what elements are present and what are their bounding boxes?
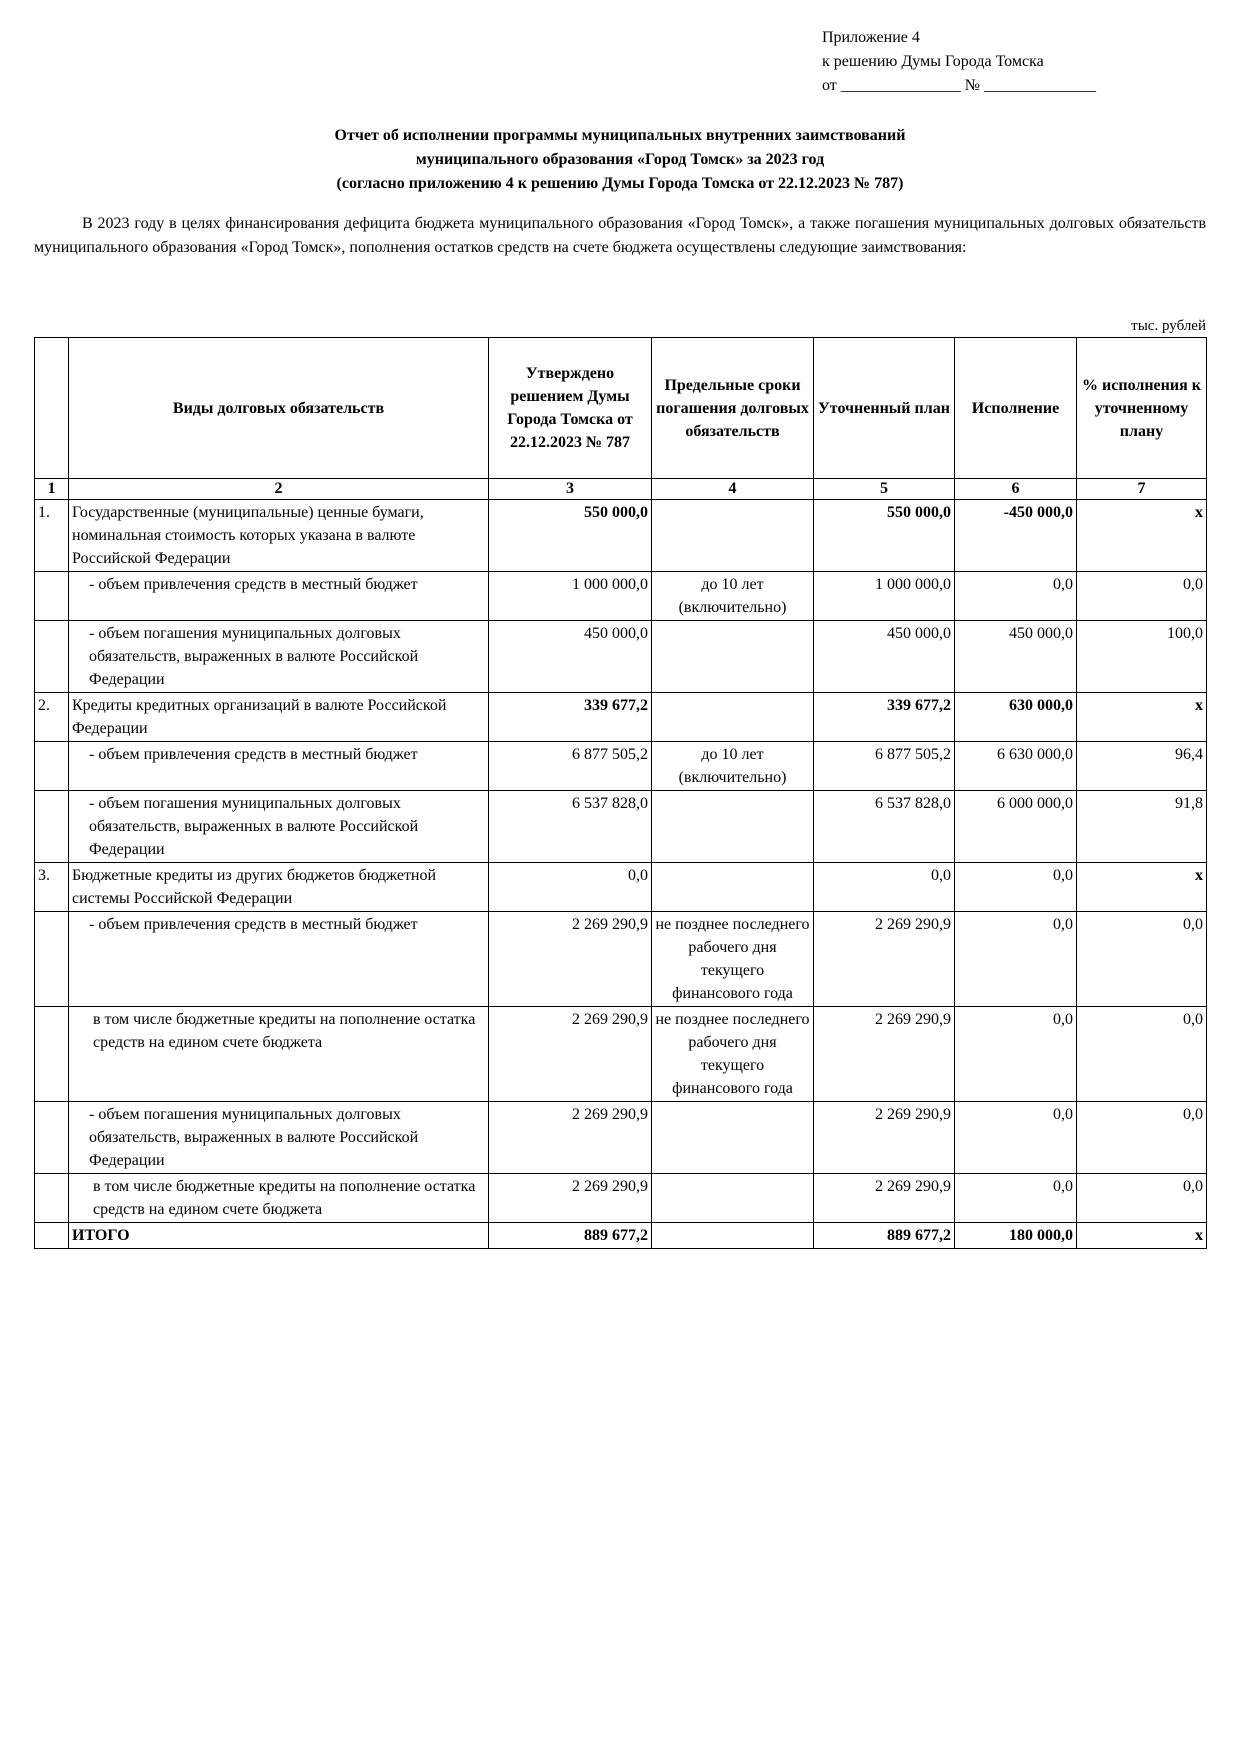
units-label: тыс. рублей (1131, 318, 1206, 334)
col-number: 6 (955, 479, 1077, 500)
row-execution: 0,0 (955, 1007, 1077, 1102)
row-percent: 0,0 (1077, 912, 1207, 1007)
row-execution: 6 000 000,0 (955, 791, 1077, 863)
row-plan: 2 269 290,9 (814, 1102, 955, 1174)
total-term-cell (652, 1223, 814, 1249)
row-number (35, 1174, 69, 1223)
table-row (35, 693, 1207, 742)
row-number (35, 572, 69, 621)
row-name: - объем привлечения средств в местный бюджет (69, 572, 489, 621)
row-name: - объем привлечения средств в местный бюджет (69, 742, 489, 791)
row-name: Государственные (муниципальные) ценные бумаги, номинальная стоимость которых указана в валюте Российской Федерации (69, 500, 489, 572)
appendix-line-3: от _______________ № ______________ (822, 77, 1097, 94)
row-percent: 0,0 (1077, 1174, 1207, 1223)
row-plan: 2 269 290,9 (814, 1174, 955, 1223)
table-row (35, 912, 1207, 1007)
table-row (35, 621, 1207, 693)
row-term (652, 500, 814, 572)
total-number-cell (35, 1223, 69, 1249)
col-number: 3 (489, 479, 652, 500)
row-execution: -450 000,0 (955, 500, 1077, 572)
table-row (35, 1174, 1207, 1223)
row-term (652, 1102, 814, 1174)
row-name: в том числе бюджетные кредиты на пополнение остатка средств на едином счете бюджета (69, 1174, 489, 1223)
header-col-1 (35, 338, 69, 479)
appendix-line-2: к решению Думы Города Томска (822, 53, 1044, 70)
row-percent: 91,8 (1077, 791, 1207, 863)
row-percent: 96,4 (1077, 742, 1207, 791)
row-plan: 2 269 290,9 (814, 1007, 955, 1102)
title-line-3: (согласно приложению 4 к решению Думы Города Томска от 22.12.2023 № 787) (336, 175, 904, 192)
report-title (34, 124, 1206, 196)
row-approved: 6 537 828,0 (489, 791, 652, 863)
row-percent: х (1077, 863, 1207, 912)
total-execution: 180 000,0 (955, 1223, 1077, 1249)
table-row (35, 572, 1207, 621)
row-term (652, 863, 814, 912)
header-col-approved: Утверждено решением Думы Города Томска от 22.12.2023 № 787 (489, 338, 652, 479)
table-row (35, 863, 1207, 912)
col-number: 4 (652, 479, 814, 500)
appendix-line-1: Приложение 4 (822, 29, 920, 46)
row-plan: 550 000,0 (814, 500, 955, 572)
row-percent: 0,0 (1077, 1102, 1207, 1174)
header-col-plan: Уточненный план (814, 338, 955, 479)
total-row (35, 1223, 1207, 1249)
row-percent: 0,0 (1077, 1007, 1207, 1102)
total-percent: х (1077, 1223, 1207, 1249)
title-line-1: Отчет об исполнении программы муниципальных внутренних заимствований (334, 127, 906, 144)
row-term: не позднее последнего рабочего дня текущего финансового года (652, 912, 814, 1007)
row-execution: 0,0 (955, 863, 1077, 912)
row-plan: 339 677,2 (814, 693, 955, 742)
row-number: 3. (35, 863, 69, 912)
table-row (35, 742, 1207, 791)
row-number (35, 1007, 69, 1102)
total-approved: 889 677,2 (489, 1223, 652, 1249)
title-line-2: муниципального образования «Город Томск» за 2023 год (415, 151, 825, 168)
row-term: до 10 лет (включительно) (652, 742, 814, 791)
row-approved: 6 877 505,2 (489, 742, 652, 791)
row-percent: 0,0 (1077, 572, 1207, 621)
row-name: - объем привлечения средств в местный бюджет (69, 912, 489, 1007)
header-row (35, 338, 1207, 479)
column-number-row (35, 479, 1207, 500)
row-term (652, 791, 814, 863)
row-approved: 1 000 000,0 (489, 572, 652, 621)
row-name: - объем погашения муниципальных долговых обязательств, выраженных в валюте Российской Федерации (69, 1102, 489, 1174)
row-approved: 339 677,2 (489, 693, 652, 742)
row-term (652, 693, 814, 742)
row-percent: 100,0 (1077, 621, 1207, 693)
table-row (35, 791, 1207, 863)
row-execution: 0,0 (955, 1174, 1077, 1223)
row-name: в том числе бюджетные кредиты на пополнение остатка средств на едином счете бюджета (69, 1007, 489, 1102)
row-plan: 6 537 828,0 (814, 791, 955, 863)
row-approved: 2 269 290,9 (489, 912, 652, 1007)
row-name: Кредиты кредитных организаций в валюте Российской Федерации (69, 693, 489, 742)
row-number (35, 621, 69, 693)
row-term (652, 1174, 814, 1223)
col-number: 2 (69, 479, 489, 500)
row-execution: 630 000,0 (955, 693, 1077, 742)
row-term (652, 621, 814, 693)
row-number (35, 791, 69, 863)
row-term: не позднее последнего рабочего дня текущего финансового года (652, 1007, 814, 1102)
row-execution: 6 630 000,0 (955, 742, 1077, 791)
row-plan: 1 000 000,0 (814, 572, 955, 621)
header-col-terms: Предельные сроки погашения долговых обязательств (652, 338, 814, 479)
row-execution: 0,0 (955, 912, 1077, 1007)
row-number: 2. (35, 693, 69, 742)
row-plan: 2 269 290,9 (814, 912, 955, 1007)
row-plan: 450 000,0 (814, 621, 955, 693)
row-number (35, 1102, 69, 1174)
row-approved: 550 000,0 (489, 500, 652, 572)
table-row (35, 1102, 1207, 1174)
row-execution: 0,0 (955, 572, 1077, 621)
row-approved: 450 000,0 (489, 621, 652, 693)
row-percent: х (1077, 693, 1207, 742)
header-col-types: Виды долговых обязательств (69, 338, 489, 479)
row-execution: 450 000,0 (955, 621, 1077, 693)
row-plan: 6 877 505,2 (814, 742, 955, 791)
table-row (35, 500, 1207, 572)
row-number (35, 742, 69, 791)
header-col-percent: % исполнения к уточненному плану (1077, 338, 1207, 479)
row-name: - объем погашения муниципальных долговых обязательств, выраженных в валюте Российской Федерации (69, 621, 489, 693)
intro-paragraph: В 2023 году в целях финансирования дефицита бюджета муниципального образования «Город Томск», а также погашения муниципальных долговых обязательств муниципального образования «Город Томск», пополнения остатков средств на счете бюджета осуществлены следующие заимствования: (34, 215, 1206, 256)
col-number: 5 (814, 479, 955, 500)
row-execution: 0,0 (955, 1102, 1077, 1174)
header-col-execution: Исполнение (955, 338, 1077, 479)
total-plan: 889 677,2 (814, 1223, 955, 1249)
row-approved: 2 269 290,9 (489, 1102, 652, 1174)
row-name: Бюджетные кредиты из других бюджетов бюджетной системы Российской Федерации (69, 863, 489, 912)
row-approved: 2 269 290,9 (489, 1007, 652, 1102)
borrowings-table (34, 337, 1207, 1249)
row-term: до 10 лет (включительно) (652, 572, 814, 621)
row-name: - объем погашения муниципальных долговых обязательств, выраженных в валюте Российской Федерации (69, 791, 489, 863)
row-number: 1. (35, 500, 69, 572)
row-number (35, 912, 69, 1007)
row-approved: 2 269 290,9 (489, 1174, 652, 1223)
col-number: 1 (35, 479, 69, 500)
row-approved: 0,0 (489, 863, 652, 912)
row-percent: х (1077, 500, 1207, 572)
total-label: ИТОГО (69, 1223, 489, 1249)
col-number: 7 (1077, 479, 1207, 500)
row-plan: 0,0 (814, 863, 955, 912)
table-row (35, 1007, 1207, 1102)
appendix-note (822, 26, 1096, 98)
